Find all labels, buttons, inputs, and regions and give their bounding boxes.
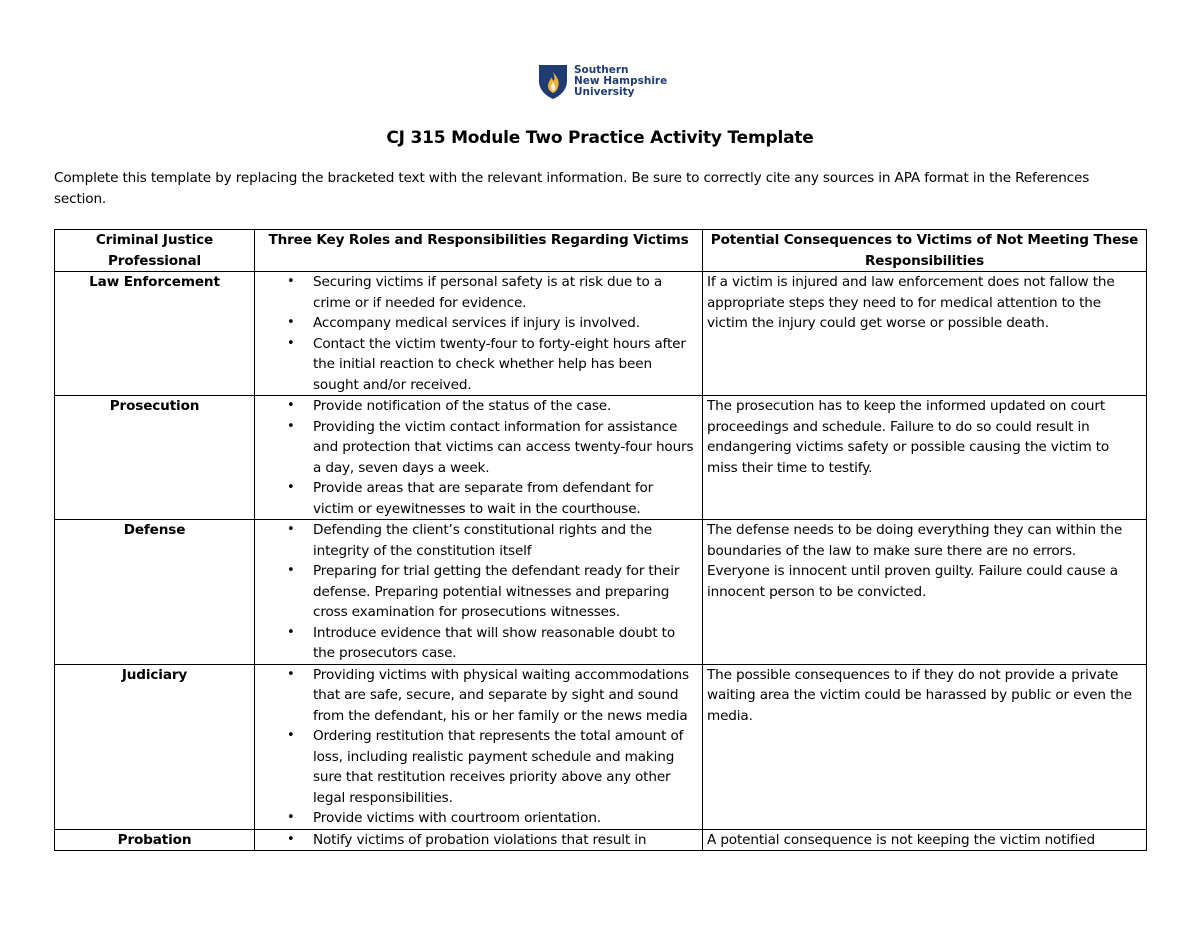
bullet-list: [259, 830, 698, 850]
roles-table: [54, 229, 1147, 851]
consequence-cell: The possible consequences to if they do not provide a private waiting area the victim could be harassed by public or even the media.: [703, 664, 1147, 829]
bullet-item: • Ordering restitution that represents the total amount of loss, including realistic payment schedule and making sure that restitution receives priority above any other legal responsibilities.: [259, 726, 698, 808]
table-row-defense: [55, 520, 1147, 665]
header-professional: Criminal Justice Professional: [55, 230, 255, 272]
consequence-text: A potential consequence is not keeping the victim notified: [707, 831, 1095, 848]
bullet-list: [259, 396, 698, 519]
bullet-item: • Accompany medical services if injury is involved.: [259, 313, 698, 334]
consequence-cell: [703, 829, 1147, 851]
responsibilities-cell: [255, 272, 703, 396]
responsibilities-cell: [255, 664, 703, 829]
responsibilities-cell: [255, 520, 703, 665]
header-consequences: Potential Consequences to Victims of Not Meeting These Responsibilities: [703, 230, 1147, 272]
logo-wordmark: [574, 65, 667, 98]
bullet-item: • Providing the victim contact information for assistance and protection that victims can access twenty-four hours a day, seven days a week.: [259, 417, 698, 479]
consequence-cell: The defense needs to be doing everything they can within the boundaries of the law to make sure there are no errors. Everyone is innocent until proven guilty. Failure could cause a innocent person to be convicted.: [703, 520, 1147, 665]
bullet-item: • Provide areas that are separate from defendant for victim or eyewitnesses to wait in the courthouse.: [259, 478, 698, 519]
table-row-prosecution: [55, 396, 1147, 520]
bullet-list: [259, 272, 698, 395]
logo-line-2: New Hampshire: [574, 75, 668, 87]
table-row-probation: [55, 829, 1147, 851]
shield-flame-icon: [538, 64, 568, 100]
bullet-item: • Introduce evidence that will show reasonable doubt to the prosecutors case.: [259, 623, 698, 664]
role-cell: Probation: [55, 829, 255, 851]
bullet-item: • Securing victims if personal safety is at risk due to a crime or if needed for evidence.: [259, 272, 698, 313]
role-cell: Judiciary: [55, 664, 255, 829]
bullet-item: • Preparing for trial getting the defendant ready for their defense. Preparing potential witnesses and preparing cross examination for prosecutions witnesses.: [259, 561, 698, 623]
consequence-cell: If a victim is injured and law enforcement does not fallow the appropriate steps they need to for medical attention to the victim the injury could get worse or possible death.: [703, 272, 1147, 396]
bullet-list: [259, 520, 698, 664]
bullet-item: • Provide notification of the status of the case.: [259, 396, 698, 417]
intro-paragraph: Complete this template by replacing the bracketed text with the relevant information. Be sure to correctly cite any sources in APA format in the References section.: [54, 170, 1090, 207]
role-cell: Defense: [55, 520, 255, 665]
bullet-item: • Notify victims of probation violations that result in: [259, 830, 698, 850]
header-roles: Three Key Roles and Responsibilities Regarding Victims: [255, 230, 703, 272]
university-logo: [538, 64, 667, 100]
table-row-law-enforcement: [55, 272, 1147, 396]
bullet-list: [259, 665, 698, 829]
bullet-item: • Contact the victim twenty-four to forty-eight hours after the initial reaction to check whether help has been sought and/or received.: [259, 334, 698, 396]
document-title: CJ 315 Module Two Practice Activity Template: [386, 128, 814, 148]
responsibilities-cell: [255, 396, 703, 520]
logo-line-3: University: [574, 86, 635, 98]
bullet-item: • Providing victims with physical waiting accommodations that are safe, secure, and separate by sight and sound from the defendant, his or her family or the news media: [259, 665, 698, 727]
table-header-row: [55, 230, 1147, 272]
bullet-item: • Defending the client’s constitutional rights and the integrity of the constitution itself: [259, 520, 698, 561]
role-cell: Prosecution: [55, 396, 255, 520]
logo-line-1: Southern: [574, 64, 629, 76]
responsibilities-cell: [255, 829, 703, 851]
consequence-cell: The prosecution has to keep the informed updated on court proceedings and schedule. Failure to do so could result in endangering victims safety or possible causing the victim to miss their time to testify.: [703, 396, 1147, 520]
bullet-item: • Provide victims with courtroom orientation.: [259, 808, 698, 829]
table-row-judiciary: [55, 664, 1147, 829]
role-cell: Law Enforcement: [55, 272, 255, 396]
